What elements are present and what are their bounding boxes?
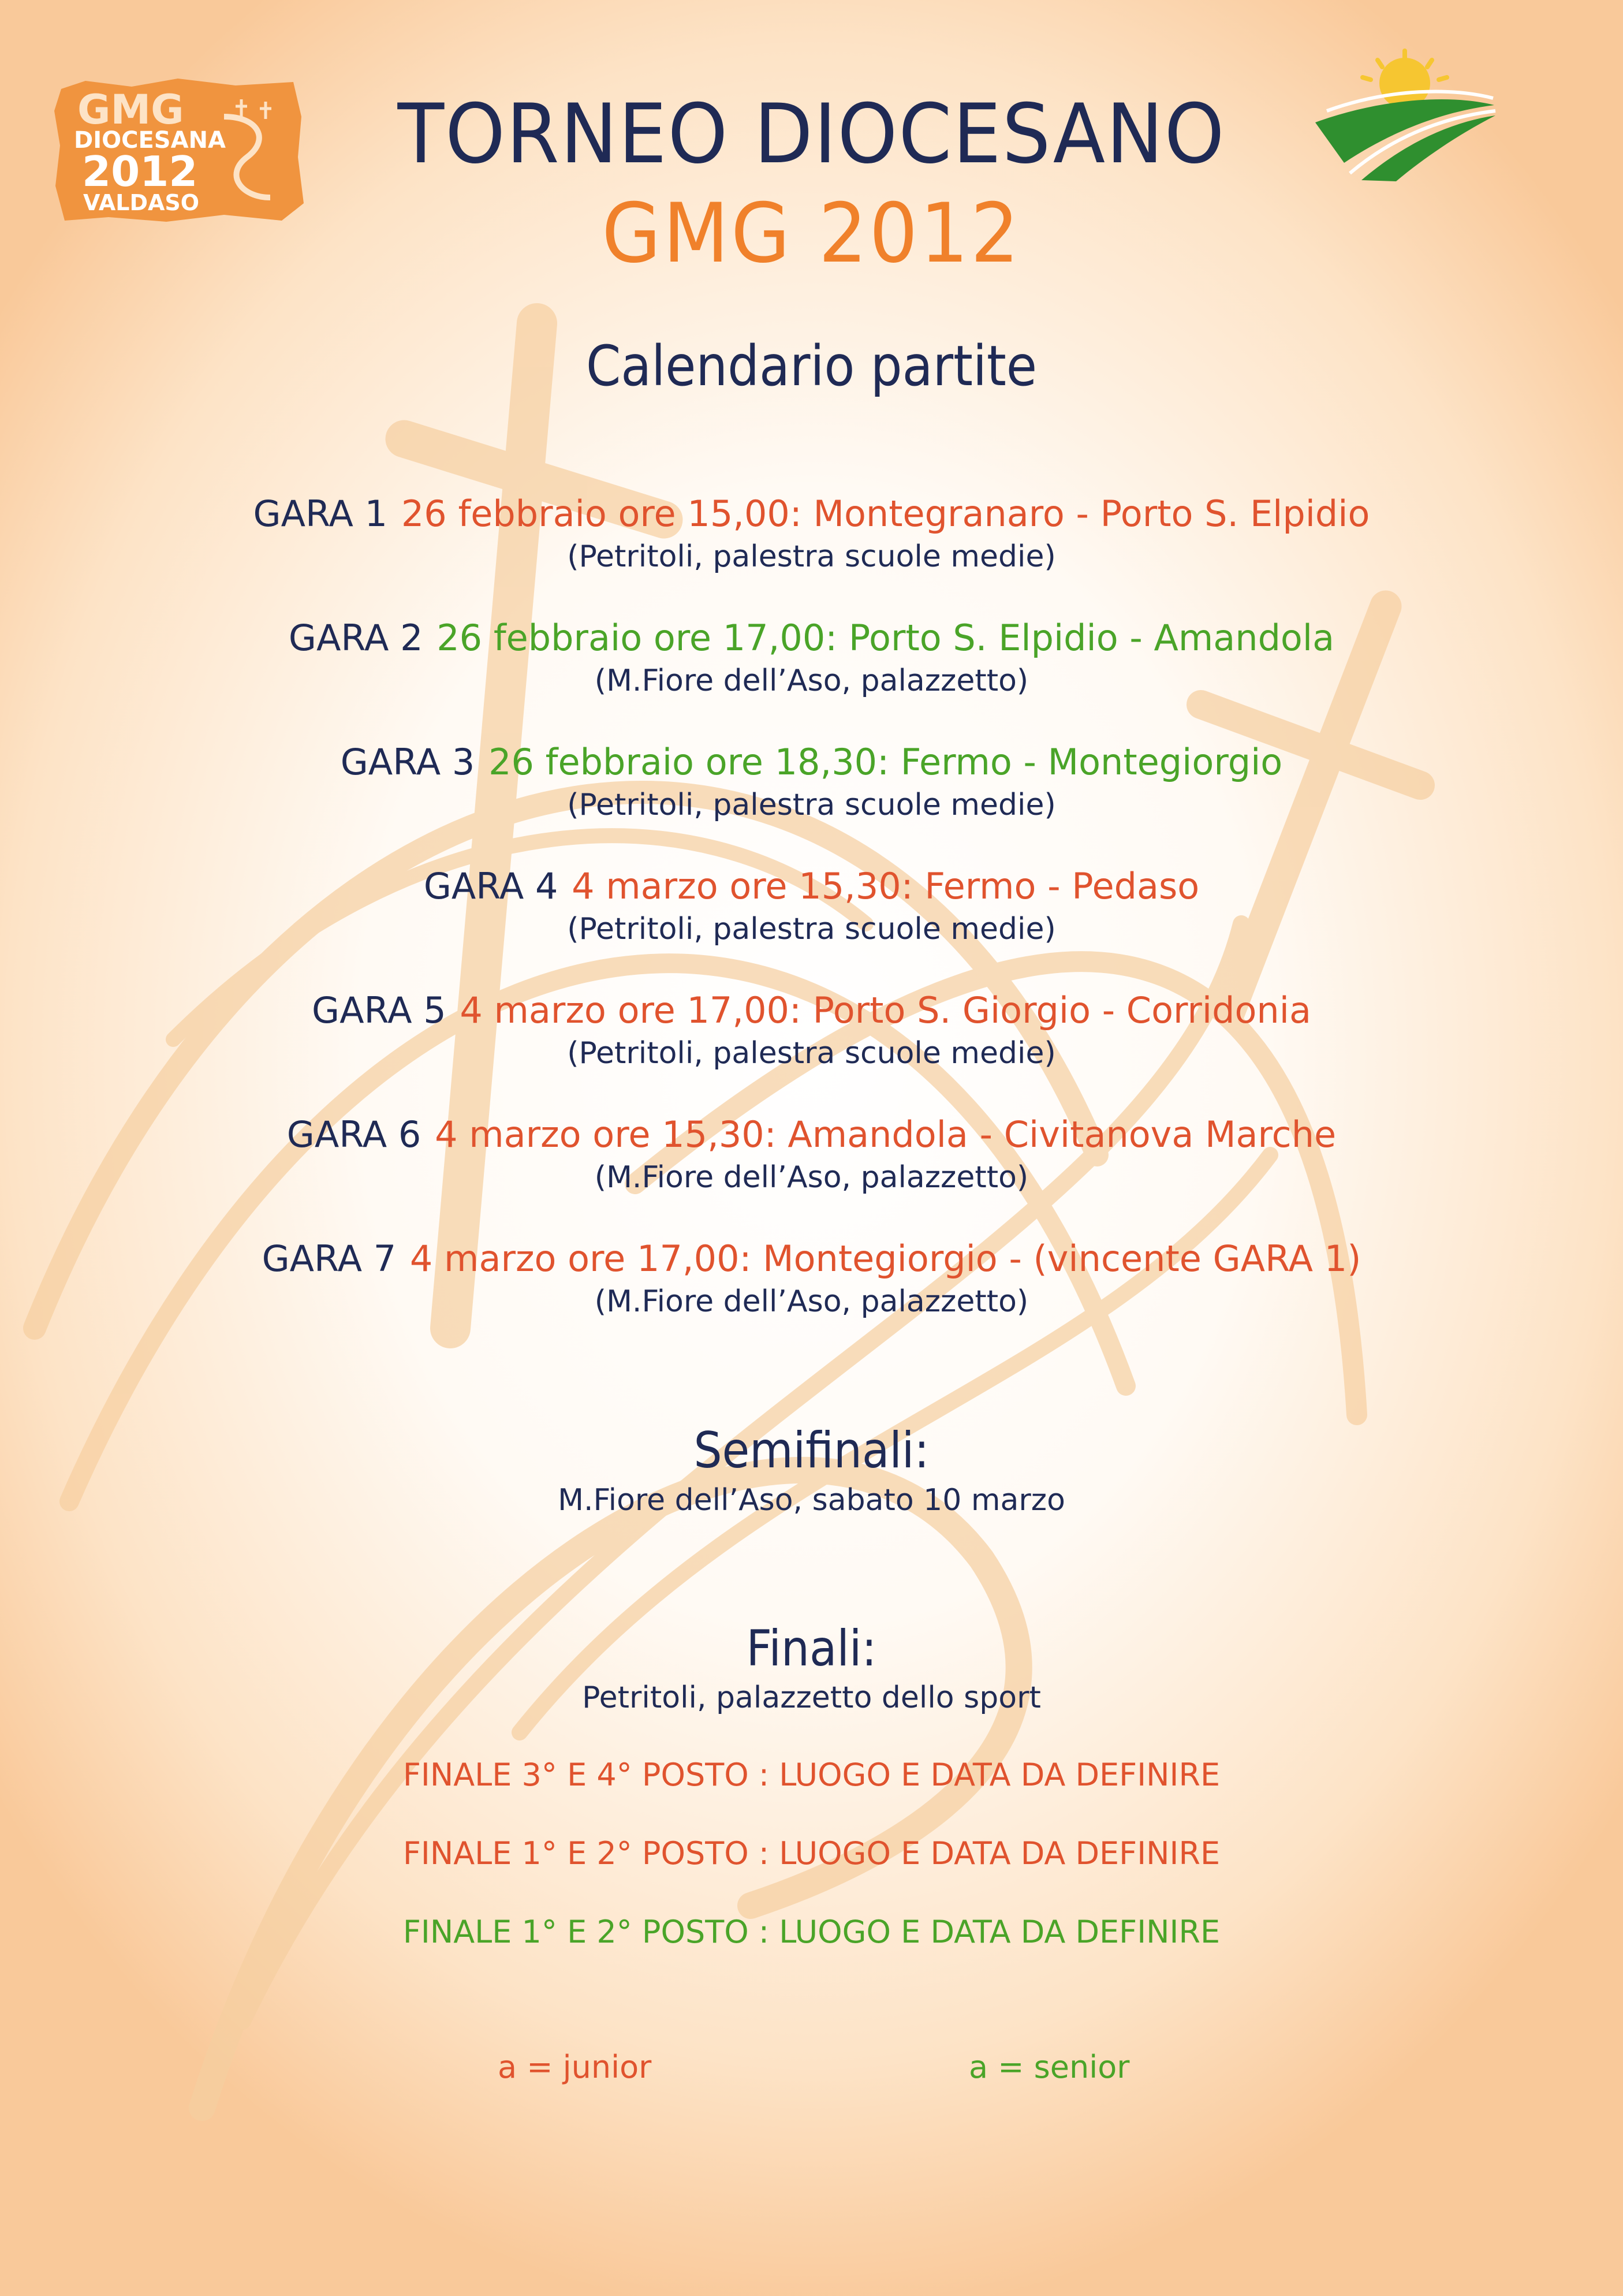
finals-venue: Petritoli, palazzetto dello sport xyxy=(582,1680,1041,1715)
final-item: FINALE 3° E 4° POSTO : LUOGO E DATA DA DEFINIRE xyxy=(402,1757,1221,1793)
match-venue: (M.Fiore dell’Aso, palazzetto) xyxy=(594,664,1029,698)
match-venue: (Petritoli, palestra scuole medie) xyxy=(567,788,1056,822)
match-id: GARA 1 xyxy=(253,493,388,535)
finals-heading: Finali: xyxy=(746,1620,877,1678)
match-line xyxy=(0,491,1623,537)
match-venue: (Petritoli, palestra scuole medie) xyxy=(567,539,1056,574)
match-detail: 26 febbraio ore 15,00: Montegranaro - Porto S. Elpidio xyxy=(401,493,1370,535)
final-item: FINALE 1° E 2° POSTO : LUOGO E DATA DA DEFINIRE xyxy=(402,1835,1221,1872)
match-item xyxy=(0,739,1623,825)
match-detail: 4 marzo ore 17,00: Montegiorgio - (vincente GARA 1) xyxy=(409,1238,1361,1280)
semifinals-venue: M.Fiore dell’Aso, sabato 10 marzo xyxy=(558,1483,1065,1518)
match-line xyxy=(0,987,1623,1034)
match-id: GARA 7 xyxy=(262,1238,397,1280)
logo-text-gmg: GMG xyxy=(77,86,184,133)
match-line xyxy=(0,1112,1623,1158)
match-venue: (M.Fiore dell’Aso, palazzetto) xyxy=(594,1160,1029,1195)
schedule-heading: Calendario partite xyxy=(585,334,1038,398)
match-id: GARA 2 xyxy=(288,617,423,659)
match-line xyxy=(0,1236,1623,1282)
match-line xyxy=(0,739,1623,785)
page-title-year: GMG 2012 xyxy=(602,186,1021,281)
logo-text-valdaso: VALDASO xyxy=(83,190,200,215)
match-item xyxy=(0,615,1623,700)
match-venue: (Petritoli, palestra scuole medie) xyxy=(567,1036,1056,1071)
match-line xyxy=(0,863,1623,910)
match-line xyxy=(0,615,1623,661)
logo-text-diocesana: DIOCESANA xyxy=(74,127,226,154)
match-item xyxy=(0,491,1623,576)
match-venue: (M.Fiore dell’Aso, palazzetto) xyxy=(594,1284,1029,1319)
match-item xyxy=(0,1236,1623,1321)
match-id: GARA 5 xyxy=(312,989,446,1031)
match-id: GARA 3 xyxy=(340,741,475,783)
match-venue: (Petritoli, palestra scuole medie) xyxy=(567,912,1056,946)
match-detail: 4 marzo ore 15,30: Fermo - Pedaso xyxy=(572,865,1200,907)
match-id: GARA 4 xyxy=(423,865,558,907)
legend-senior: a = senior xyxy=(969,2049,1130,2085)
semifinals-heading: Semifinali: xyxy=(693,1422,930,1479)
match-detail: 4 marzo ore 15,30: Amandola - Civitanova Marche xyxy=(435,1113,1337,1156)
match-item xyxy=(0,987,1623,1073)
logo-text-year: 2012 xyxy=(82,147,198,196)
legend-junior: a = junior xyxy=(498,2049,652,2085)
final-item: FINALE 1° E 2° POSTO : LUOGO E DATA DA DEFINIRE xyxy=(402,1914,1221,1950)
match-id: GARA 6 xyxy=(286,1113,421,1156)
match-detail: 26 febbraio ore 18,30: Fermo - Montegiorgio xyxy=(488,741,1283,783)
match-item xyxy=(0,1112,1623,1197)
page-title: TORNEO DIOCESANO xyxy=(397,87,1226,182)
match-detail: 4 marzo ore 17,00: Porto S. Giorgio - Corridonia xyxy=(460,989,1311,1031)
match-detail: 26 febbraio ore 17,00: Porto S. Elpidio - Amandola xyxy=(436,617,1335,659)
match-item xyxy=(0,863,1623,949)
